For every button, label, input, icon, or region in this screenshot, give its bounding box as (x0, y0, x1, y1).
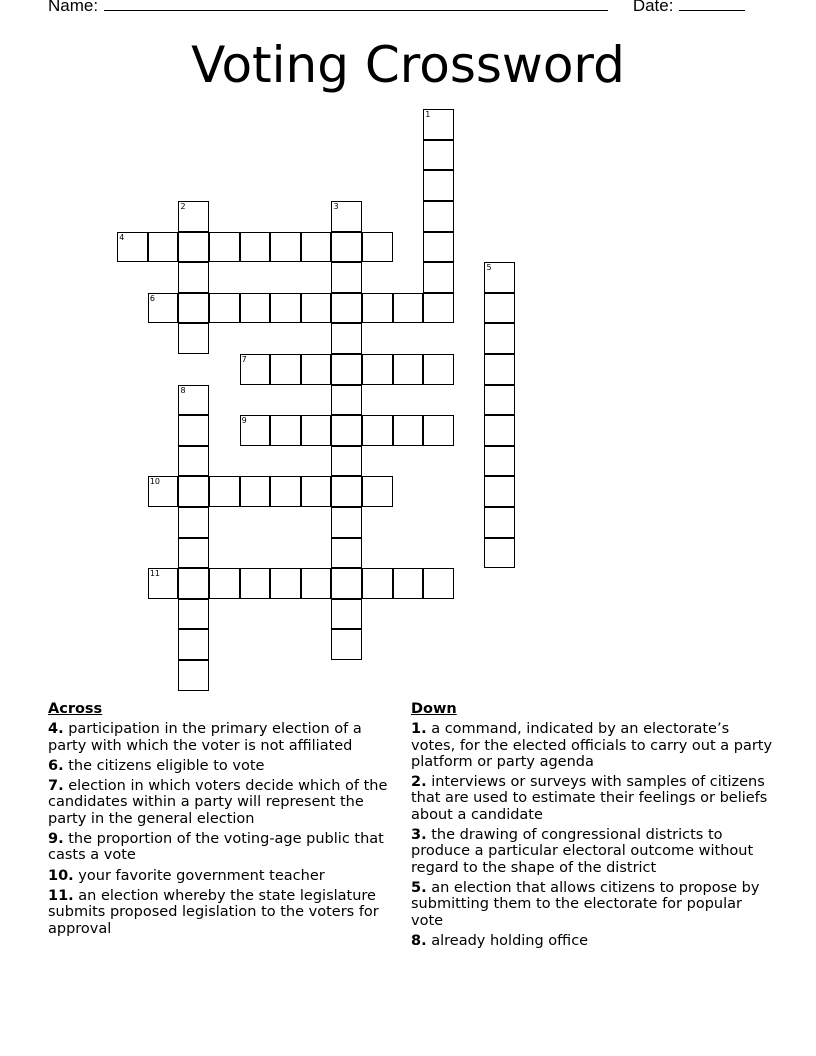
crossword-cell[interactable] (484, 538, 515, 569)
across-clue (48, 868, 393, 884)
crossword-cell[interactable] (301, 232, 332, 263)
clue-number: 8. (411, 932, 427, 949)
clue-number: 10. (48, 867, 74, 884)
crossword-cell[interactable] (331, 415, 362, 446)
crossword-cell[interactable] (178, 201, 209, 232)
crossword-cell[interactable] (270, 476, 301, 507)
crossword-cell[interactable] (178, 568, 209, 599)
across-clue (48, 721, 393, 754)
crossword-cell[interactable] (178, 385, 209, 416)
across-clues (48, 701, 393, 941)
crossword-cell[interactable] (331, 293, 362, 324)
crossword-cell[interactable] (209, 476, 240, 507)
across-heading: Across (48, 701, 103, 717)
clue-number: 5 (486, 263, 492, 273)
crossword-cell[interactable] (209, 232, 240, 263)
down-clue (411, 721, 776, 770)
clue-text: a command, indicated by an electorate’s votes, for the elected officials to carry out a party platform or party agenda (411, 721, 773, 770)
clue-text: the citizens eligible to vote (63, 757, 265, 774)
crossword-cell[interactable] (331, 599, 362, 630)
clue-number: 9 (241, 416, 247, 426)
crossword-cell[interactable] (270, 232, 301, 263)
across-clue (48, 778, 393, 827)
crossword-cell[interactable] (178, 262, 209, 293)
clue-number: 1 (425, 110, 431, 120)
crossword-cell[interactable] (423, 415, 454, 446)
crossword-cell[interactable] (331, 568, 362, 599)
crossword-cell[interactable] (362, 476, 393, 507)
crossword-cell[interactable] (240, 293, 271, 324)
crossword-cell[interactable] (301, 415, 332, 446)
crossword-cell[interactable] (178, 629, 209, 660)
crossword-cell[interactable] (178, 323, 209, 354)
down-heading: Down (411, 701, 457, 717)
crossword-cell[interactable] (423, 568, 454, 599)
clue-number: 7 (241, 355, 247, 365)
crossword-cell[interactable] (270, 293, 301, 324)
crossword-cell[interactable] (393, 415, 424, 446)
crossword-cell[interactable] (178, 415, 209, 446)
date-label: Date: (632, 0, 674, 15)
crossword-cell[interactable] (148, 476, 179, 507)
clue-number: 11. (48, 887, 74, 904)
crossword-cell[interactable] (148, 232, 179, 263)
crossword-cell[interactable] (484, 385, 515, 416)
crossword-cell[interactable] (362, 415, 393, 446)
clue-number: 10 (149, 477, 161, 487)
crossword-cell[interactable] (331, 201, 362, 232)
crossword-cell[interactable] (240, 354, 271, 385)
crossword-cell[interactable] (178, 232, 209, 263)
across-clue-list (48, 721, 393, 937)
crossword-cell[interactable] (301, 568, 332, 599)
crossword-cell[interactable] (423, 354, 454, 385)
clue-text: already holding office (426, 932, 589, 949)
across-clue (48, 888, 393, 937)
crossword-cell[interactable] (331, 262, 362, 293)
crossword-cell[interactable] (423, 201, 454, 232)
crossword-cell[interactable] (331, 385, 362, 416)
crossword-cell[interactable] (331, 354, 362, 385)
clue-number: 9. (48, 831, 64, 848)
crossword-cell[interactable] (178, 599, 209, 630)
crossword-cell[interactable] (240, 232, 271, 263)
crossword-cell[interactable] (178, 660, 209, 691)
clue-number: 1. (411, 721, 427, 738)
across-clue (48, 758, 393, 774)
clue-text: the drawing of congressional districts to produce a particular electoral outcome without regard to the shape of the district (411, 827, 754, 876)
crossword-cell[interactable] (331, 507, 362, 538)
clue-text: interviews or surveys with samples of citizens that are used to estimate their feelings or beliefs about a candidate (411, 774, 768, 823)
crossword-cell[interactable] (423, 109, 454, 140)
clue-text: election in which voters decide which of the candidates within a party will represent the party in the general election (48, 778, 388, 827)
clue-text: the proportion of the voting-age public that casts a vote (48, 831, 384, 864)
crossword-cell[interactable] (301, 293, 332, 324)
clue-number: 6. (48, 757, 64, 774)
clue-number: 3. (411, 827, 427, 844)
crossword-cell[interactable] (423, 262, 454, 293)
crossword-cell[interactable] (270, 354, 301, 385)
crossword-cell[interactable] (301, 354, 332, 385)
crossword-cell[interactable] (484, 507, 515, 538)
crossword-cell[interactable] (484, 354, 515, 385)
name-label: Name: (48, 0, 99, 15)
across-clue (48, 831, 393, 864)
crossword-cell[interactable] (484, 323, 515, 354)
clue-number: 6 (149, 293, 155, 303)
crossword-cell[interactable] (240, 568, 271, 599)
clue-text: an election that allows citizens to propose by submitting them to the electorate for popular vote (411, 879, 760, 929)
crossword-cell[interactable] (209, 568, 240, 599)
clue-number: 7. (48, 778, 64, 795)
crossword-cell[interactable] (178, 476, 209, 507)
down-clue (411, 827, 776, 876)
crossword-cell[interactable] (484, 415, 515, 446)
crossword-cell[interactable] (270, 415, 301, 446)
page-title: Voting Crossword (191, 36, 625, 94)
clue-number: 3 (333, 202, 339, 212)
clue-number: 2 (180, 202, 186, 212)
crossword-cell[interactable] (240, 476, 271, 507)
clue-number: 11 (149, 569, 161, 579)
crossword-cell[interactable] (148, 293, 179, 324)
down-clue (411, 880, 776, 929)
crossword-cell[interactable] (331, 232, 362, 263)
clue-number: 2. (411, 774, 427, 791)
crossword-cell[interactable] (362, 568, 393, 599)
crossword-cell[interactable] (423, 170, 454, 201)
crossword-cell[interactable] (148, 568, 179, 599)
crossword-cell[interactable] (331, 446, 362, 477)
crossword-cell[interactable] (362, 293, 393, 324)
crossword-cell[interactable] (423, 140, 454, 171)
crossword-cell[interactable] (178, 293, 209, 324)
crossword-cell[interactable] (331, 629, 362, 660)
crossword-cell[interactable] (393, 293, 424, 324)
crossword-cell[interactable] (331, 323, 362, 354)
down-clue (411, 933, 776, 949)
clue-text: an election whereby the state legislature submits proposed legislation to the voters for approval (48, 887, 379, 937)
crossword-cell[interactable] (117, 232, 148, 263)
crossword-cell[interactable] (178, 538, 209, 569)
crossword-cell[interactable] (209, 293, 240, 324)
down-clues (411, 701, 776, 953)
clue-number: 4. (48, 721, 64, 738)
crossword-cell[interactable] (393, 354, 424, 385)
crossword-cell[interactable] (423, 293, 454, 324)
crossword-cell[interactable] (178, 507, 209, 538)
clue-text: your favorite government teacher (73, 867, 325, 884)
crossword-cell[interactable] (393, 568, 424, 599)
crossword-cell[interactable] (362, 232, 393, 263)
crossword-cell[interactable] (423, 232, 454, 263)
crossword-cell[interactable] (331, 538, 362, 569)
crossword-cell[interactable] (301, 476, 332, 507)
crossword-cell[interactable] (362, 354, 393, 385)
crossword-cell[interactable] (484, 293, 515, 324)
crossword-cell[interactable] (484, 262, 515, 293)
crossword-cell[interactable] (484, 446, 515, 477)
crossword-cell[interactable] (331, 476, 362, 507)
down-clue-list (411, 721, 776, 949)
down-clue (411, 774, 776, 823)
crossword-cell[interactable] (484, 476, 515, 507)
clue-number: 4 (119, 232, 125, 242)
clue-number: 5. (411, 879, 427, 896)
clue-number: 8 (180, 385, 186, 395)
crossword-cell[interactable] (178, 446, 209, 477)
crossword-cell[interactable] (240, 415, 271, 446)
crossword-cell[interactable] (270, 568, 301, 599)
clue-text: participation in the primary election of a party with which the voter is not affiliated (48, 721, 362, 754)
